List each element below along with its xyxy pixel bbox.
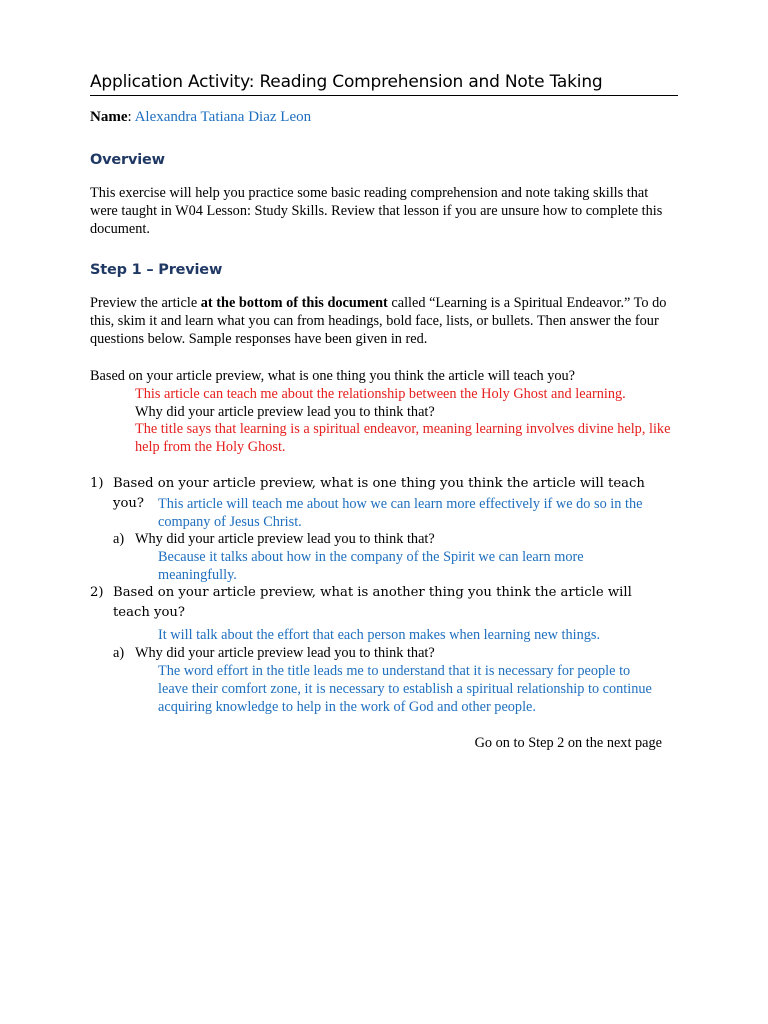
question-2-answer: It will talk about the effort that each person makes when learning new things. [158,627,601,643]
question-1a-text: Why did your article preview lead you to think that? [135,531,435,547]
question-2a-number: a) [113,645,125,661]
question-2a [113,644,678,662]
sample-followup-answer: The title says that learning is a spiritual endeavor, meaning learning involves divine help, like help from the Holy Ghost. [135,421,671,455]
sample-followup: Why did your article preview lead you to think that? [135,404,435,420]
question-1-answer: This article will teach me about how we can learn more effectively if we do so in the company of Jesus Christ. [158,496,643,530]
question-1-number: 1) [90,476,104,491]
question-2a-text: Why did your article preview lead you to think that? [135,645,435,661]
next-page-note: Go on to Step 2 on the next page [474,735,662,751]
sample-question: Based on your article preview, what is one thing you think the article will teach you? [90,368,576,384]
step1-intro-end: called “Learning is a Spiritual Endeavor.” To do this, skim it and learn what you can from headings, bold face, lists, or bullets. Then answer the four questions below. Sample responses have been given in red. [90,295,667,347]
question-1a-number: a) [113,531,125,547]
step1-intro-bold: at the bottom of this document [200,295,388,311]
question-2-number: 2) [90,585,104,600]
overview-heading: Overview [90,152,165,168]
question-1-text: Based on your article preview, what is one thing you think the article will teach you? [113,476,645,511]
overview-text: This exercise will help you practice some basic reading comprehension and note taking skills that were taught in W04 Lesson: Study Skills. Review that lesson if you are unsure how to complete this document. [90,185,663,237]
question-2a-answer: The word effort in the title leads me to understand that it is necessary for people to leave their comfort zone, it is necessary to establish a spiritual relationship to continue acquiring knowledge to help in the work of God and other people. [158,663,652,715]
name-line: Name: Alexandra Tatiana Diaz Leon [90,109,312,125]
name-value: Alexandra Tatiana Diaz Leon [134,109,312,125]
question-1a [113,530,678,548]
question-2 [90,583,670,623]
step1-intro-start: Preview the article [90,295,201,311]
document-title: Application Activity: Reading Comprehension and Note Taking [90,72,678,96]
step1-intro [90,294,675,348]
question-2-text: Based on your article preview, what is another thing you think the article will teach you? [113,585,632,620]
name-label: Name [90,109,128,125]
question-1a-answer: Because it talks about how in the company of the Spirit we can learn more meaningfully. [158,549,584,583]
step1-heading: Step 1 – Preview [90,262,223,278]
sample-answer: This article can teach me about the relationship between the Holy Ghost and learning. [135,386,626,402]
